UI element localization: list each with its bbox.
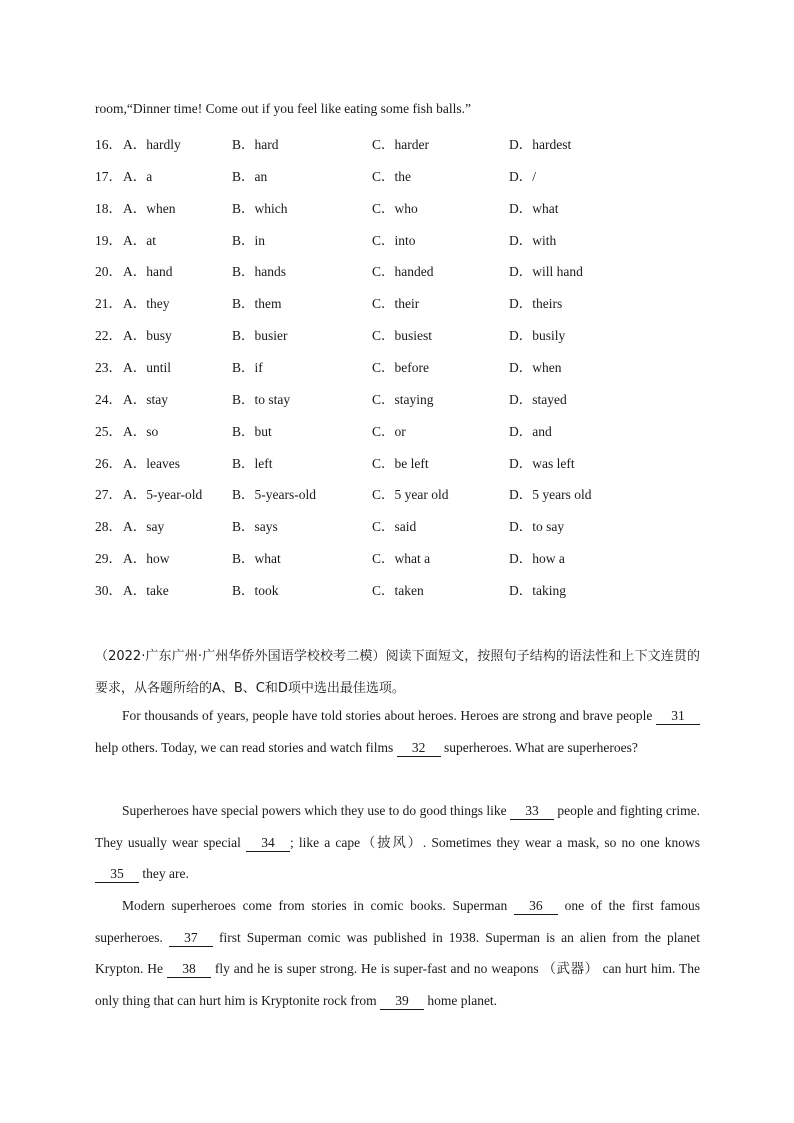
- option-d: D．was left: [509, 455, 575, 471]
- option-d: D．what: [509, 200, 559, 216]
- question-number: 27．: [95, 487, 122, 503]
- blank-36: 36: [514, 898, 558, 915]
- question-number: 23．: [95, 359, 122, 375]
- blank-38: 38: [167, 961, 211, 978]
- p3-text-3: first Superman comic was published in 1938. Superman is an alien from the planet Krypton. He: [95, 929, 701, 976]
- option-c: C．5 year old: [372, 487, 449, 503]
- option-a: A．hand: [123, 264, 173, 280]
- option-a: A．they: [123, 296, 170, 312]
- option-c: C．be left: [372, 455, 429, 471]
- question-number: 29．: [95, 551, 122, 567]
- p2-text-2: people and fighting crime. They usually wear special: [95, 803, 700, 850]
- option-b: B．hard: [232, 137, 279, 152]
- option-c: C．harder: [372, 137, 429, 152]
- option-d: D．taking: [509, 582, 566, 598]
- option-a: A．say: [123, 519, 165, 535]
- option-a: A．when: [123, 200, 176, 216]
- option-c: C．what a: [372, 551, 431, 567]
- option-c: C．into: [372, 232, 416, 248]
- option-d: D．stayed: [509, 391, 567, 407]
- question-number: 30．: [95, 582, 122, 598]
- option-a: A．until: [123, 359, 172, 375]
- option-d: D．theirs: [509, 296, 563, 312]
- blank-34: 34: [246, 835, 290, 852]
- option-a: A．hardly: [123, 137, 181, 152]
- question-number: 24．: [95, 391, 122, 407]
- option-c: C．or: [372, 423, 406, 439]
- blank-35: 35: [95, 866, 139, 883]
- p3-text-5: home planet.: [423, 992, 498, 1008]
- option-a: A．5-year-old: [123, 487, 203, 503]
- paragraph-2: [95, 795, 700, 890]
- option-b: B．in: [232, 232, 266, 248]
- p2-text-1: Superheroes have special powers which they use to do good things like: [122, 803, 511, 818]
- option-c: C．the: [372, 168, 411, 184]
- option-d: D．to say: [509, 519, 565, 535]
- p2-text-3: ; like a cape（披风）. Sometimes they wear a mask, so no one knows: [289, 834, 701, 850]
- option-a: A．at: [123, 232, 156, 248]
- p3-text-1: Modern superheroes come from stories in comic books. Superman: [122, 898, 514, 913]
- option-b: B．left: [232, 455, 273, 471]
- option-b: B．if: [232, 359, 263, 375]
- question-number: 28．: [95, 519, 122, 535]
- paragraph-1: [95, 700, 700, 763]
- option-a: A．busy: [123, 328, 172, 344]
- option-d: D．/: [509, 168, 536, 184]
- question-number: 16．: [95, 137, 122, 152]
- question-number: 20．: [95, 264, 122, 280]
- option-c: C．before: [372, 359, 429, 375]
- option-d: D．hardest: [509, 137, 572, 152]
- p1-text-3: superheroes. What are superheroes?: [440, 739, 638, 755]
- question-number: 19．: [95, 232, 122, 248]
- option-b: B．which: [232, 200, 288, 216]
- option-a: A．how: [123, 551, 170, 567]
- question-number: 26．: [95, 455, 122, 471]
- p1-text-2: help others. Today, we can read stories and watch films: [95, 739, 397, 755]
- option-b: B．what: [232, 551, 281, 567]
- option-c: C．said: [372, 519, 417, 535]
- option-c: C．staying: [372, 391, 434, 407]
- option-d: D．when: [509, 359, 562, 375]
- option-d: D．how a: [509, 551, 565, 567]
- intro-text: room,“Dinner time! Come out if you feel like eating some fish balls.”: [95, 101, 472, 116]
- option-c: C．busiest: [372, 328, 433, 344]
- option-b: B．hands: [232, 264, 286, 280]
- p2-text-4: they are.: [139, 866, 189, 881]
- option-d: D．and: [509, 423, 552, 439]
- option-d: D．5 years old: [509, 487, 592, 503]
- option-c: C．handed: [372, 264, 434, 280]
- option-b: B．but: [232, 423, 272, 439]
- question-number: 21．: [95, 296, 122, 312]
- question-number: 22．: [95, 328, 122, 344]
- option-b: B．an: [232, 168, 268, 184]
- question-number: 17．: [95, 168, 122, 184]
- p3-text-4: fly and he is super strong. He is super-fast and no weapons （武器） can hurt him. The only thing that can hurt him is Kryptonite rock from: [95, 961, 700, 1008]
- option-d: D．with: [509, 232, 557, 248]
- blank-37: 37: [169, 930, 213, 947]
- option-a: A．leaves: [123, 455, 180, 471]
- option-a: A．stay: [123, 391, 168, 407]
- p3-text-2: one of the first famous superheroes.: [95, 898, 700, 945]
- option-b: B．took: [232, 582, 279, 598]
- source-instruction: （2022·广东广州·广州华侨外国语学校校考二模）阅读下面短文，按照句子结构的语法性和上下文连贯的要求，从各题所给的A、B、C和D项中选出最佳选项。: [95, 649, 700, 696]
- option-b: B．to stay: [232, 391, 291, 407]
- option-b: B．them: [232, 296, 282, 312]
- blank-39: 39: [380, 993, 424, 1010]
- option-b: B．busier: [232, 328, 288, 344]
- question-number: 18．: [95, 200, 122, 216]
- option-c: C．who: [372, 200, 418, 216]
- option-a: A．take: [123, 582, 169, 598]
- blank-32: 32: [397, 740, 441, 757]
- option-c: C．taken: [372, 582, 424, 598]
- option-a: A．so: [123, 423, 159, 439]
- option-d: D．busily: [509, 328, 566, 344]
- blank-33: 33: [510, 803, 554, 820]
- option-a: A．a: [123, 168, 153, 184]
- option-b: B．says: [232, 519, 278, 535]
- p1-text-1: For thousands of years, people have told stories about heroes. Heroes are strong and brave people: [122, 708, 656, 723]
- paragraph-3: [95, 890, 700, 1016]
- option-c: C．their: [372, 296, 420, 312]
- option-d: D．will hand: [509, 264, 583, 280]
- question-number: 25．: [95, 423, 122, 439]
- blank-31: 31: [656, 708, 700, 725]
- option-b: B．5-years-old: [232, 487, 316, 503]
